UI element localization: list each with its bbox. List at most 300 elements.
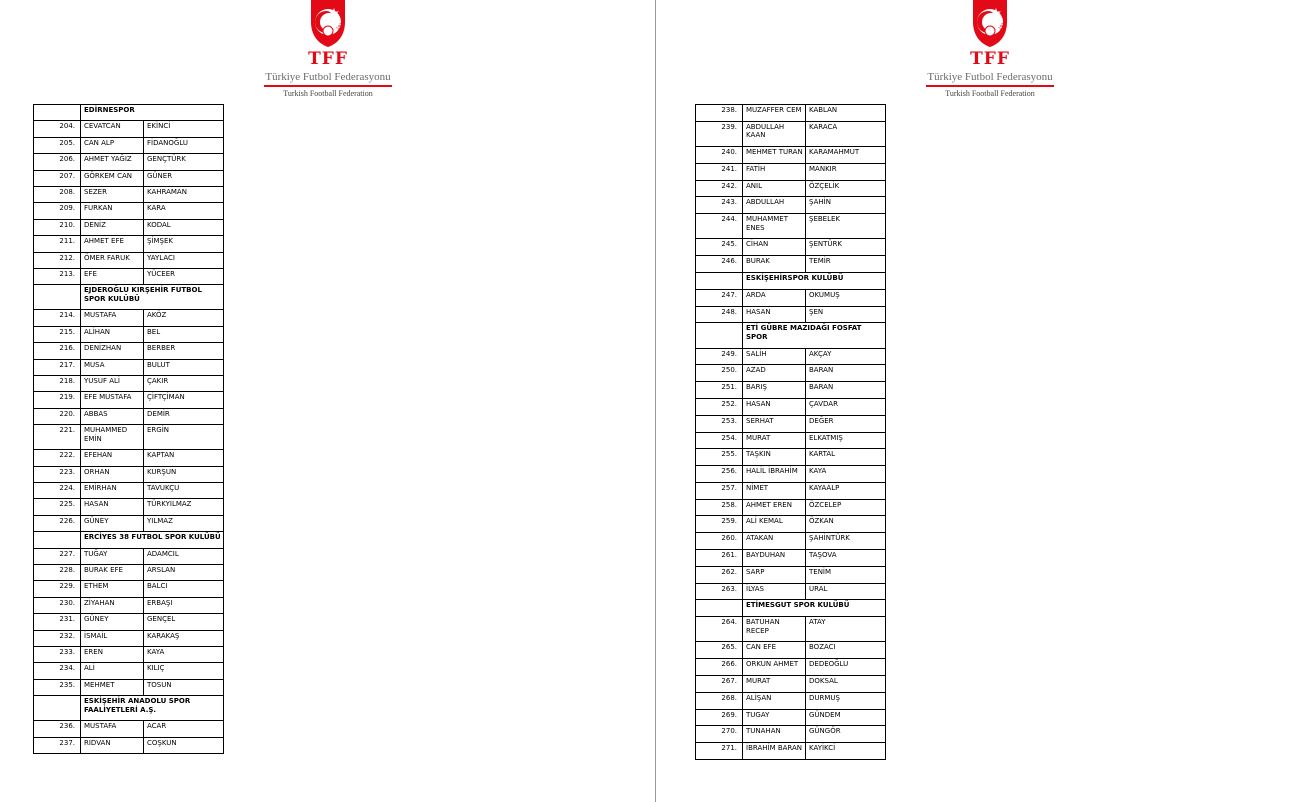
player-number: 247. bbox=[696, 289, 743, 306]
player-number: 267. bbox=[696, 676, 743, 693]
player-number: 245. bbox=[696, 239, 743, 256]
player-row bbox=[696, 533, 886, 550]
player-number: 254. bbox=[696, 432, 743, 449]
player-last-name: ADAMCIL bbox=[144, 548, 224, 564]
roster-table-left bbox=[33, 104, 224, 754]
player-last-name: ÖZKAN bbox=[806, 516, 886, 533]
player-last-name: ACAR bbox=[144, 721, 224, 737]
player-row bbox=[34, 548, 224, 564]
player-last-name: ÖZCELEP bbox=[806, 499, 886, 516]
player-last-name: YÜCEER bbox=[144, 269, 224, 285]
player-row bbox=[696, 583, 886, 600]
player-last-name: TAVUKÇU bbox=[144, 482, 224, 498]
player-last-name: ŞENTÜRK bbox=[806, 239, 886, 256]
player-first-name: AZAD bbox=[743, 365, 806, 382]
player-first-name: CİHAN bbox=[743, 239, 806, 256]
player-last-name: ARSLAN bbox=[144, 564, 224, 580]
player-last-name: BARAN bbox=[806, 382, 886, 399]
player-first-name: HASAN bbox=[743, 399, 806, 416]
player-row bbox=[696, 214, 886, 239]
player-first-name: ALİ bbox=[81, 663, 144, 679]
player-number: 260. bbox=[696, 533, 743, 550]
logo-english-name: Turkish Football Federation bbox=[945, 89, 1035, 98]
player-first-name: ABBAS bbox=[81, 408, 144, 424]
player-first-name: GÜNEY bbox=[81, 614, 144, 630]
player-number: 227. bbox=[34, 548, 81, 564]
player-last-name: DEĞER bbox=[806, 415, 886, 432]
player-last-name: OKUMUŞ bbox=[806, 289, 886, 306]
club-name: ERCİYES 38 FUTBOL SPOR KULÜBÜ bbox=[81, 532, 224, 548]
player-number: 253. bbox=[696, 415, 743, 432]
player-last-name: ŞEN bbox=[806, 306, 886, 323]
tff-logo bbox=[248, 0, 408, 98]
player-last-name: ÇAKIR bbox=[144, 376, 224, 392]
player-row bbox=[696, 121, 886, 146]
logo-rule bbox=[926, 85, 1054, 87]
player-first-name: ARDA bbox=[743, 289, 806, 306]
logo-abbreviation: TFF bbox=[308, 49, 348, 69]
player-number: 251. bbox=[696, 382, 743, 399]
player-first-name: MUSTAFA bbox=[81, 310, 144, 326]
player-row bbox=[696, 399, 886, 416]
player-number: 213. bbox=[34, 269, 81, 285]
player-last-name: TENİM bbox=[806, 566, 886, 583]
empty-cell bbox=[696, 273, 743, 290]
player-last-name: MANKIR bbox=[806, 163, 886, 180]
player-first-name: ORKUN AHMET bbox=[743, 659, 806, 676]
player-first-name: DENİZHAN bbox=[81, 343, 144, 359]
player-first-name: EREN bbox=[81, 647, 144, 663]
player-row bbox=[696, 415, 886, 432]
player-row bbox=[696, 617, 886, 642]
player-first-name: MEHMET TURAN bbox=[743, 147, 806, 164]
player-number: 232. bbox=[34, 630, 81, 646]
player-last-name: YILMAZ bbox=[144, 515, 224, 531]
player-last-name: DEDEOĞLU bbox=[806, 659, 886, 676]
player-last-name: AKÖZ bbox=[144, 310, 224, 326]
player-row bbox=[696, 550, 886, 567]
player-last-name: BARAN bbox=[806, 365, 886, 382]
player-first-name: MUSA bbox=[81, 359, 144, 375]
player-row bbox=[696, 197, 886, 214]
player-last-name: ATAY bbox=[806, 617, 886, 642]
player-number: 204. bbox=[34, 121, 81, 137]
player-row bbox=[34, 663, 224, 679]
player-number: 233. bbox=[34, 647, 81, 663]
player-first-name: HASAN bbox=[743, 306, 806, 323]
player-row bbox=[696, 365, 886, 382]
player-first-name: TUNAHAN bbox=[743, 726, 806, 743]
player-number: 234. bbox=[34, 663, 81, 679]
player-number: 271. bbox=[696, 743, 743, 760]
player-row bbox=[696, 499, 886, 516]
player-first-name: İBRAHİM BARAN bbox=[743, 743, 806, 760]
player-first-name: EFE MUSTAFA bbox=[81, 392, 144, 408]
player-row bbox=[34, 359, 224, 375]
player-number: 263. bbox=[696, 583, 743, 600]
player-first-name: İSMAİL bbox=[81, 630, 144, 646]
player-row bbox=[34, 392, 224, 408]
player-last-name: GENÇEL bbox=[144, 614, 224, 630]
player-last-name: ERGİN bbox=[144, 425, 224, 450]
player-first-name: TUGAY bbox=[743, 709, 806, 726]
player-number: 226. bbox=[34, 515, 81, 531]
player-number: 261. bbox=[696, 550, 743, 567]
player-row bbox=[696, 516, 886, 533]
player-row bbox=[34, 236, 224, 252]
player-last-name: KILIÇ bbox=[144, 663, 224, 679]
player-number: 259. bbox=[696, 516, 743, 533]
player-row bbox=[34, 721, 224, 737]
player-number: 230. bbox=[34, 597, 81, 613]
player-number: 256. bbox=[696, 466, 743, 483]
player-last-name: KAYA bbox=[144, 647, 224, 663]
player-last-name: BOZACI bbox=[806, 642, 886, 659]
player-row bbox=[34, 121, 224, 137]
player-row bbox=[696, 659, 886, 676]
player-first-name: BARIŞ bbox=[743, 382, 806, 399]
player-number: 211. bbox=[34, 236, 81, 252]
player-row bbox=[696, 743, 886, 760]
player-number: 206. bbox=[34, 154, 81, 170]
player-last-name: ÖZÇELİK bbox=[806, 180, 886, 197]
player-number: 258. bbox=[696, 499, 743, 516]
tff-badge-icon bbox=[305, 0, 351, 48]
player-first-name: MUSTAFA bbox=[81, 721, 144, 737]
player-last-name: YAYLACI bbox=[144, 252, 224, 268]
player-number: 248. bbox=[696, 306, 743, 323]
player-number: 231. bbox=[34, 614, 81, 630]
player-first-name: ABDULLAH bbox=[743, 197, 806, 214]
player-last-name: FİDANOĞLU bbox=[144, 137, 224, 153]
club-header-row bbox=[34, 285, 224, 310]
player-row bbox=[34, 647, 224, 663]
player-row bbox=[696, 163, 886, 180]
player-last-name: KURŞUN bbox=[144, 466, 224, 482]
player-last-name: ŞAHİNTÜRK bbox=[806, 533, 886, 550]
player-first-name: GÖRKEM CAN bbox=[81, 170, 144, 186]
club-header-row bbox=[696, 600, 886, 617]
player-row bbox=[696, 692, 886, 709]
player-number: 252. bbox=[696, 399, 743, 416]
player-first-name: YUSUF ALİ bbox=[81, 376, 144, 392]
player-number: 270. bbox=[696, 726, 743, 743]
player-number: 242. bbox=[696, 180, 743, 197]
player-row bbox=[34, 187, 224, 203]
badge-year: 1923 bbox=[996, 19, 1008, 31]
player-first-name: ORHAN bbox=[81, 466, 144, 482]
empty-cell bbox=[696, 600, 743, 617]
roster-table-right bbox=[695, 104, 886, 760]
player-first-name: ZİYAHAN bbox=[81, 597, 144, 613]
player-first-name: ALİŞAN bbox=[743, 692, 806, 709]
player-last-name: DEMİR bbox=[144, 408, 224, 424]
player-first-name: MUZAFFER CEM bbox=[743, 105, 806, 122]
player-last-name: KAYA bbox=[806, 466, 886, 483]
player-row bbox=[34, 564, 224, 580]
club-header-row bbox=[696, 273, 886, 290]
player-number: 212. bbox=[34, 252, 81, 268]
player-first-name: İLYAS bbox=[743, 583, 806, 600]
player-row bbox=[34, 326, 224, 342]
player-number: 243. bbox=[696, 197, 743, 214]
player-last-name: TOSUN bbox=[144, 679, 224, 695]
player-number: 235. bbox=[34, 679, 81, 695]
page-divider bbox=[655, 0, 656, 802]
club-header-row bbox=[34, 696, 224, 721]
logo-english-name: Turkish Football Federation bbox=[283, 89, 373, 98]
player-first-name: AHMET EREN bbox=[743, 499, 806, 516]
player-number: 241. bbox=[696, 163, 743, 180]
player-first-name: ETHEM bbox=[81, 581, 144, 597]
player-number: 240. bbox=[696, 147, 743, 164]
player-row bbox=[34, 679, 224, 695]
player-last-name: KARACA bbox=[806, 121, 886, 146]
player-first-name: NİMET bbox=[743, 482, 806, 499]
player-first-name: TUĞAY bbox=[81, 548, 144, 564]
player-last-name: ŞAHİN bbox=[806, 197, 886, 214]
player-row bbox=[696, 466, 886, 483]
player-number: 255. bbox=[696, 449, 743, 466]
player-row bbox=[34, 252, 224, 268]
logo-abbreviation: TFF bbox=[970, 49, 1010, 69]
player-row bbox=[34, 425, 224, 450]
player-last-name: KARAKAŞ bbox=[144, 630, 224, 646]
player-first-name: HALİL İBRAHİM bbox=[743, 466, 806, 483]
player-last-name: TEMİR bbox=[806, 256, 886, 273]
player-last-name: KAYİKCİ bbox=[806, 743, 886, 760]
club-name: ESKİŞEHİRSPOR KULÜBÜ bbox=[743, 273, 886, 290]
player-last-name: DOKSAL bbox=[806, 676, 886, 693]
player-number: 239. bbox=[696, 121, 743, 146]
player-number: 217. bbox=[34, 359, 81, 375]
player-number: 218. bbox=[34, 376, 81, 392]
player-number: 237. bbox=[34, 737, 81, 753]
player-row bbox=[34, 203, 224, 219]
player-last-name: COŞKUN bbox=[144, 737, 224, 753]
player-last-name: KAPTAN bbox=[144, 450, 224, 466]
player-first-name: ATAKAN bbox=[743, 533, 806, 550]
player-last-name: GENÇTÜRK bbox=[144, 154, 224, 170]
club-name: ETİMESGUT SPOR KULÜBÜ bbox=[743, 600, 886, 617]
document-page-right bbox=[657, 0, 1310, 802]
player-row bbox=[34, 154, 224, 170]
club-name: ETİ GÜBRE MAZIDAĞI FOSFAT SPOR bbox=[743, 323, 886, 348]
player-row bbox=[696, 147, 886, 164]
player-row bbox=[696, 382, 886, 399]
player-first-name: BATUHAN RECEP bbox=[743, 617, 806, 642]
tff-logo bbox=[910, 0, 1070, 98]
player-row bbox=[34, 376, 224, 392]
player-first-name: ABDULLAH KAAN bbox=[743, 121, 806, 146]
empty-cell bbox=[34, 105, 81, 121]
empty-cell bbox=[34, 285, 81, 310]
player-last-name: GÜNDEM bbox=[806, 709, 886, 726]
player-last-name: ERBAŞI bbox=[144, 597, 224, 613]
player-last-name: TAŞOVA bbox=[806, 550, 886, 567]
player-last-name: BERBER bbox=[144, 343, 224, 359]
player-number: 264. bbox=[696, 617, 743, 642]
player-last-name: ELKATMIŞ bbox=[806, 432, 886, 449]
player-last-name: GÜNGÖR bbox=[806, 726, 886, 743]
club-name: EDİRNESPOR bbox=[81, 105, 224, 121]
player-number: 266. bbox=[696, 659, 743, 676]
player-number: 236. bbox=[34, 721, 81, 737]
player-number: 250. bbox=[696, 365, 743, 382]
player-last-name: KAHRAMAN bbox=[144, 187, 224, 203]
player-first-name: SERHAT bbox=[743, 415, 806, 432]
player-first-name: MURAT bbox=[743, 432, 806, 449]
player-number: 229. bbox=[34, 581, 81, 597]
player-number: 244. bbox=[696, 214, 743, 239]
player-number: 223. bbox=[34, 466, 81, 482]
player-number: 214. bbox=[34, 310, 81, 326]
player-first-name: CAN EFE bbox=[743, 642, 806, 659]
player-first-name: SEZER bbox=[81, 187, 144, 203]
player-number: 209. bbox=[34, 203, 81, 219]
player-number: 219. bbox=[34, 392, 81, 408]
club-name: ESKİŞEHİR ANADOLU SPOR FAALİYETLERİ A.Ş. bbox=[81, 696, 224, 721]
player-number: 238. bbox=[696, 105, 743, 122]
player-last-name: ŞİMŞEK bbox=[144, 236, 224, 252]
player-first-name: ANIL bbox=[743, 180, 806, 197]
player-row bbox=[34, 597, 224, 613]
player-row bbox=[696, 289, 886, 306]
club-header-row bbox=[34, 532, 224, 548]
player-number: 215. bbox=[34, 326, 81, 342]
player-first-name: MEHMET bbox=[81, 679, 144, 695]
player-number: 216. bbox=[34, 343, 81, 359]
player-row bbox=[696, 432, 886, 449]
player-first-name: CEVATCAN bbox=[81, 121, 144, 137]
player-number: 205. bbox=[34, 137, 81, 153]
player-row bbox=[696, 676, 886, 693]
logo-federation-name: Türkiye Futbol Federasyonu bbox=[265, 71, 391, 83]
player-row bbox=[34, 137, 224, 153]
player-first-name: AHMET EFE bbox=[81, 236, 144, 252]
player-last-name: KARA bbox=[144, 203, 224, 219]
player-row bbox=[34, 737, 224, 753]
club-header-row bbox=[34, 105, 224, 121]
player-number: 222. bbox=[34, 450, 81, 466]
player-last-name: KARAMAHMUT bbox=[806, 147, 886, 164]
player-row bbox=[696, 105, 886, 122]
player-row bbox=[696, 642, 886, 659]
player-last-name: ŞEBELEK bbox=[806, 214, 886, 239]
player-first-name: MUHAMMET ENES bbox=[743, 214, 806, 239]
player-first-name: GÜNEY bbox=[81, 515, 144, 531]
player-row bbox=[34, 343, 224, 359]
player-row bbox=[34, 269, 224, 285]
player-last-name: BEL bbox=[144, 326, 224, 342]
badge-year: 1923 bbox=[334, 19, 346, 31]
player-last-name: BULUT bbox=[144, 359, 224, 375]
player-last-name: EKİNCİ bbox=[144, 121, 224, 137]
player-number: 262. bbox=[696, 566, 743, 583]
player-first-name: BURAK bbox=[743, 256, 806, 273]
player-first-name: HASAN bbox=[81, 499, 144, 515]
player-first-name: SARP bbox=[743, 566, 806, 583]
player-row bbox=[696, 256, 886, 273]
player-number: 268. bbox=[696, 692, 743, 709]
player-row bbox=[696, 449, 886, 466]
player-row bbox=[34, 450, 224, 466]
player-row bbox=[696, 239, 886, 256]
player-last-name: URAL bbox=[806, 583, 886, 600]
player-first-name: TAŞKIN bbox=[743, 449, 806, 466]
player-row bbox=[34, 614, 224, 630]
player-first-name: EMİRHAN bbox=[81, 482, 144, 498]
player-number: 269. bbox=[696, 709, 743, 726]
player-first-name: RIDVAN bbox=[81, 737, 144, 753]
player-number: 221. bbox=[34, 425, 81, 450]
player-last-name: AKÇAY bbox=[806, 348, 886, 365]
player-last-name: GÜNER bbox=[144, 170, 224, 186]
player-row bbox=[696, 709, 886, 726]
player-last-name: ÇİFTÇİMAN bbox=[144, 392, 224, 408]
empty-cell bbox=[34, 532, 81, 548]
player-first-name: SALİH bbox=[743, 348, 806, 365]
logo-rule bbox=[264, 85, 392, 87]
player-first-name: DENİZ bbox=[81, 219, 144, 235]
player-number: 225. bbox=[34, 499, 81, 515]
player-last-name: KARTAL bbox=[806, 449, 886, 466]
player-last-name: ÇAVDAR bbox=[806, 399, 886, 416]
player-first-name: CAN ALP bbox=[81, 137, 144, 153]
player-first-name: FATİH bbox=[743, 163, 806, 180]
player-row bbox=[696, 348, 886, 365]
player-first-name: FURKAN bbox=[81, 203, 144, 219]
player-row bbox=[34, 170, 224, 186]
player-first-name: BAYDUHAN bbox=[743, 550, 806, 567]
player-first-name: EFEHAN bbox=[81, 450, 144, 466]
player-number: 228. bbox=[34, 564, 81, 580]
player-row bbox=[696, 180, 886, 197]
player-row bbox=[34, 499, 224, 515]
player-number: 220. bbox=[34, 408, 81, 424]
player-row bbox=[34, 482, 224, 498]
player-row bbox=[34, 219, 224, 235]
player-number: 224. bbox=[34, 482, 81, 498]
player-number: 265. bbox=[696, 642, 743, 659]
player-row bbox=[34, 466, 224, 482]
player-last-name: DURMUŞ bbox=[806, 692, 886, 709]
player-last-name: KAYAALP bbox=[806, 482, 886, 499]
player-first-name: ALİHAN bbox=[81, 326, 144, 342]
player-number: 246. bbox=[696, 256, 743, 273]
club-name: EJDEROĞLU KIRŞEHİR FUTBOL SPOR KULÜBÜ bbox=[81, 285, 224, 310]
player-first-name: ÖMER FARUK bbox=[81, 252, 144, 268]
player-first-name: AHMET YAĞIZ bbox=[81, 154, 144, 170]
player-number: 257. bbox=[696, 482, 743, 499]
player-last-name: TÜRKYILMAZ bbox=[144, 499, 224, 515]
player-number: 208. bbox=[34, 187, 81, 203]
player-number: 210. bbox=[34, 219, 81, 235]
player-number: 249. bbox=[696, 348, 743, 365]
player-row bbox=[34, 515, 224, 531]
player-row bbox=[34, 581, 224, 597]
player-last-name: BALCI bbox=[144, 581, 224, 597]
player-row bbox=[696, 482, 886, 499]
player-first-name: ALİ KEMAL bbox=[743, 516, 806, 533]
player-first-name: BURAK EFE bbox=[81, 564, 144, 580]
player-row bbox=[34, 310, 224, 326]
player-first-name: EFE bbox=[81, 269, 144, 285]
player-row bbox=[696, 726, 886, 743]
tff-badge-icon bbox=[967, 0, 1013, 48]
player-last-name: KABLAN bbox=[806, 105, 886, 122]
player-last-name: KODAL bbox=[144, 219, 224, 235]
